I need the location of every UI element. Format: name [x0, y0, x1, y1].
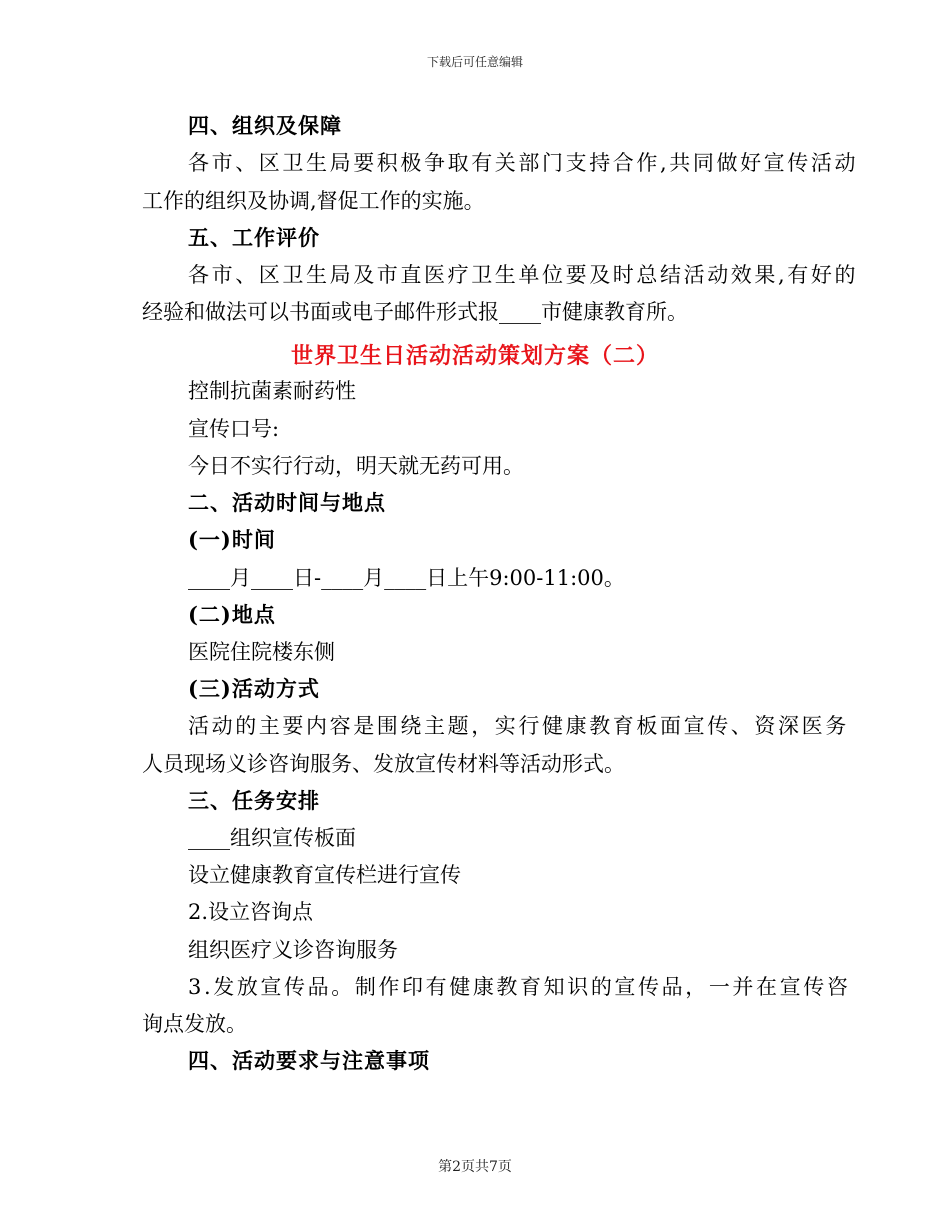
paragraph-line: 人员现场义诊咨询服务、发放宣传材料等活动形式。 — [142, 752, 625, 776]
document-title: 世界卫生日活动活动策划方案（二） — [290, 343, 659, 369]
paragraph-line: 3.发放宣传品。制作印有健康教育知识的宣传品，一并在宣传咨 — [188, 975, 851, 999]
task-item-title: ____组织宣传板面 — [188, 826, 356, 850]
page-header: 下载后可任意编辑 — [426, 55, 523, 69]
subheading-place: (二)地点 — [188, 602, 276, 627]
section-heading-evaluation: 五、工作评价 — [188, 225, 320, 250]
task-item-desc: 组织医疗义诊咨询服务 — [188, 938, 398, 962]
section-heading-time-place: 二、活动时间与地点 — [188, 490, 386, 515]
paragraph-line: 工作的组织及协调,督促工作的实施。 — [142, 189, 485, 213]
section-heading-organization: 四、组织及保障 — [188, 113, 342, 138]
slogan-text: 今日不实行行动，明天就无药可用。 — [188, 454, 524, 478]
theme-text: 控制抗菌素耐药性 — [188, 379, 356, 403]
paragraph-line: 各市、区卫生局及市直医疗卫生单位要及时总结活动效果,有好的 — [188, 263, 859, 287]
subheading-method: (三)活动方式 — [188, 676, 320, 701]
paragraph-line: 各市、区卫生局要积极争取有关部门支持合作,共同做好宣传活动 — [188, 151, 859, 175]
page-footer: 第2页共7页 — [438, 1159, 512, 1175]
slogan-label: 宣传口号: — [188, 417, 280, 441]
task-item-title: 2.设立咨询点 — [188, 900, 314, 924]
time-value: ____月____日-____月____日上午9:00-11:00。 — [188, 566, 625, 590]
paragraph-line: 活动的主要内容是围绕主题，实行健康教育板面宣传、资深医务 — [188, 714, 849, 738]
paragraph-line: 询点发放。 — [142, 1012, 247, 1036]
paragraph-line: 经验和做法可以书面或电子邮件形式报____市健康教育所。 — [142, 300, 688, 324]
task-item-desc: 设立健康教育宣传栏进行宣传 — [188, 863, 461, 887]
place-value: 医院住院楼东侧 — [188, 640, 335, 664]
section-heading-requirements: 四、活动要求与注意事项 — [188, 1048, 430, 1073]
section-heading-tasks: 三、任务安排 — [188, 788, 320, 813]
subheading-time: (一)时间 — [188, 527, 276, 552]
